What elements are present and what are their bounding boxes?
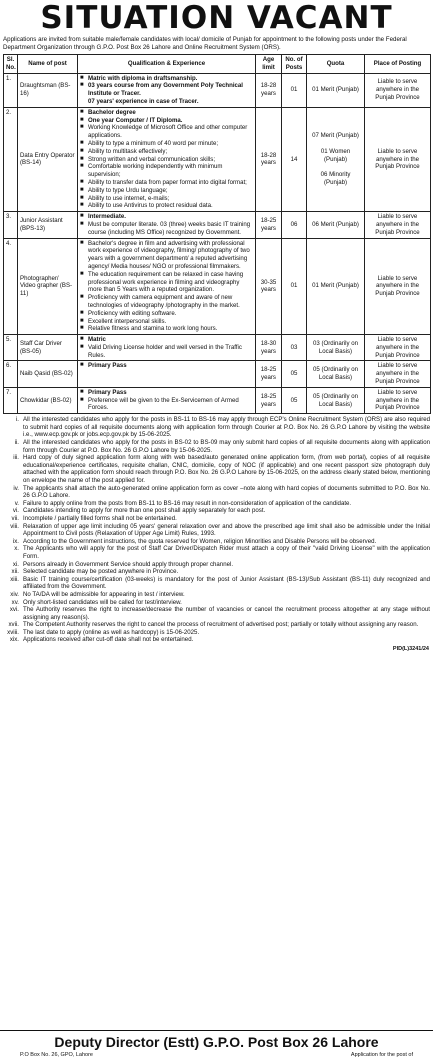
qualification-item: ■ Ability to transfer data from paper format into digital format; [80,179,253,187]
qualification-item: ■ Primary Pass [80,362,253,370]
col-header-post: Name of post [18,55,78,74]
serial-cell: 6. [4,361,18,387]
term-number: xiv. [10,590,19,598]
place-of-posting-cell: Liable to serve anywhere in the Punjab Province [365,361,431,387]
place-of-posting-cell: Liable to serve anywhere in the Punjab Province [365,107,431,211]
term-text: The Competent Authority reserves the right to cancel the process of recruitment of advertised post; partially or totally without assigning any reason. [23,621,419,629]
terms-list [3,416,430,644]
table-row [4,387,431,413]
qualification-list [80,240,253,334]
term-number: xi. [12,560,19,568]
col-header-place: Place of Posting [365,55,431,74]
col-header-qualification: Qualification & Experience [78,55,256,74]
qualification-item: ■ Preference will be given to the Ex-Servicemen of Armed Forces. [80,397,253,413]
term-number: iii. [13,454,19,462]
qualification-cell [78,107,256,211]
qualification-list [80,362,253,370]
col-header-posts: No. of Posts [282,55,307,74]
term-text: All the interested candidates who apply for the posts in BS-02 to BS-09 may only submit hard copies of all requisite documents along with application form through Courier at P.O. Box No. 26 G.P.O Lahore by 15-06-2025. [23,439,430,454]
term-text: The last date to apply (online as well as hardcopy) is 15-06-2025. [23,628,200,636]
qualification-item: ■ Bachelor degree [80,109,253,117]
qualification-item: ■ Strong written and verbal communication skills; [80,156,253,164]
qualification-item: 07 years' experience in case of Tracer. [88,97,199,105]
term-number: iv. [13,484,19,492]
term-number: viii. [10,522,19,530]
age-limit-cell: 18-25 years [256,387,282,413]
qualification-list [80,336,253,359]
qualification-item: ■ The education requirement can be relaxed in case having professional work experience in filming and videography more than 5 Years with a reputed organization. [80,271,253,294]
qualification-item: ■ Primary Pass [80,389,253,397]
table-row [4,73,431,107]
table-row [4,212,431,238]
term-item [3,515,430,523]
term-item [3,485,430,500]
posts-count-cell: 05 [282,387,307,413]
quota-cell: 01 Merit (Punjab) [307,73,365,107]
term-item [3,523,430,538]
term-number: xiii. [10,575,19,583]
post-name-cell: Data Entry Operator (BS-14) [18,107,78,211]
place-of-posting-cell: Liable to serve anywhere in the Punjab Province [365,335,431,361]
footer-envelope-label: Application for the post of [350,1052,413,1058]
term-text: The applicants shall attach the auto-generated online application form as cover –note along with hard copies of documents submitted to P.O. Box No. 26 G.P.O Lahore. [23,484,430,500]
qualification-item: ■ Must be computer literate. 03 (three) weeks basic IT training course (including MS Office) recognized by Government. [80,221,253,237]
place-of-posting-cell: Liable to serve anywhere in the Punjab Province [365,238,431,335]
term-item [3,416,430,439]
term-text: Relaxation of upper age limit including 05 years' general relaxation over and above the prescribed age limit shall also be admissible under the Initial Appointment to Civil posts (Relaxation of Upper Age Limit) Rules, 1993. [23,522,430,538]
term-text: Only short-listed candidates will be called for test/interview. [23,598,182,606]
place-of-posting-cell: Liable to serve anywhere in the Punjab Province [365,73,431,107]
term-item [3,454,430,484]
qualification-item: ■ Valid Driving License holder and well versed in the Traffic Rules. [80,344,253,360]
qualification-cell [78,387,256,413]
qualification-cell [78,73,256,107]
qualification-item: ■ 03 years course from any Government Poly Technical Institute or Tracer. [80,82,253,98]
place-of-posting-cell: Liable to serve anywhere in the Punjab Province [365,387,431,413]
qualification-cell [78,238,256,335]
term-item [3,500,430,508]
table-row [4,361,431,387]
qualification-item: ■ Ability to use Antivirus to protect residual data. [80,202,253,210]
term-number: v. [14,499,19,507]
term-text: Hard copy of duly signed application form along with web based/auto generated online application form, (from web portal), copies of all requisite educational/experience certificates, requisite challan, CNIC, domicile, copy of NOC (if applicable) and one recent passport size photograph duly attached with the application form should reach through P.O. Box No. 26 G.P.O Lahore by 15-06-2025, on the address clearly stated below, mentioning on envelope the name of the post applied for. [23,454,430,485]
place-of-posting-cell: Liable to serve anywhere in the Punjab Province [365,212,431,238]
term-item [3,507,430,515]
post-name-cell: Naib Qasid (BS-02) [18,361,78,387]
term-text: Basic IT training course/certification (03-weeks) is mandatory for the post of Junior Assistant (BS-13)/Sub Assistant (BS-11) duly recognized and affiliated from the Government. [23,575,430,591]
qualification-item: ■ Proficiency with editing software. [80,310,253,318]
term-item [3,591,430,599]
qualification-cell [78,361,256,387]
qualification-item: ■ Ability to multitask effectively; [80,148,253,156]
quota-cell: 07 Merit (Punjab) 01 Women (Punjab) 06 Minority (Punjab) [307,107,365,211]
term-text: Incomplete / partially filled forms shall not be entertained. [23,514,177,522]
age-limit-cell: 18-25 years [256,212,282,238]
quota-cell: 01 Merit (Punjab) [307,238,365,335]
ad-title: SITUATION VACANT [40,0,393,36]
serial-cell: 5. [4,335,18,361]
term-number: xvii. [8,621,19,629]
quota-cell: 06 Merit (Punjab) [307,212,365,238]
term-number: ix. [12,537,19,545]
footer-subline [0,1052,433,1058]
age-limit-cell: 18-28 years [256,107,282,211]
term-item [3,576,430,591]
vacancy-table [3,54,431,414]
quota-cell: 03 (Ordinarily on Local Basis) [307,335,365,361]
qualification-item: ■ Excellent interpersonal skills. [80,318,253,326]
qualification-cell [78,212,256,238]
qualification-item: ■ Ability to type a minimum of 40 word per minute; [80,140,253,148]
age-limit-cell: 18-28 years [256,73,282,107]
posts-count-cell: 06 [282,212,307,238]
intro-text: Applications are invited from suitable male/female candidates with local/ domicile of Punjab for appointment to the following posts under the Federal Department Organization through G.P.O. Post Box 26 Lahore and Online Recruitment System (ORS). [3,36,407,51]
term-text: Failure to apply online from the posts from BS-11 to BS-16 may result in non-consideration of application of the candidate. [23,499,352,507]
table-row [4,335,431,361]
table-header-row [4,55,431,74]
post-name-cell: Staff Car Driver (BS-05) [18,335,78,361]
term-item [3,568,430,576]
term-item [3,606,430,621]
qualification-item: ■ Matric with diploma in draftsmanship. [80,75,253,83]
term-number: x. [14,545,19,553]
col-header-age: Age limit [256,55,282,74]
age-limit-cell: 30-35 years [256,238,282,335]
quota-cell: 05 (Ordinarily on Local Basis) [307,361,365,387]
footer-address: P.O Box No. 26, GPO, Lahore [20,1052,93,1058]
qualification-item: ■ Ability to use internet, e-mails; [80,195,253,203]
term-number: vii. [11,514,19,522]
qualification-list [80,213,253,236]
serial-cell: 4. [4,238,18,335]
term-number: xvi. [9,606,19,614]
age-limit-cell: 18-30 years [256,335,282,361]
term-item [3,599,430,607]
term-text: No TA/DA will be admissible for appearing in test / interview. [23,590,185,598]
col-header-sl: Sl. No. [4,55,18,74]
qualification-item: ■ Relative fitness and stamina to work long hours. [80,325,253,333]
term-text: According to the Government instructions, the quota reserved for Women, religion Minorities and Disable Persons will be observed. [23,537,377,545]
serial-cell: 3. [4,212,18,238]
post-name-cell: Junior Assistant (BPS-13) [18,212,78,238]
term-number: vi. [12,507,19,515]
qualification-item: ■ Ability to type Urdu language; [80,187,253,195]
qualification-list [80,109,253,210]
qualification-list [80,75,253,106]
term-text: Applications received after cut-off date shall not be entertained. [23,636,194,644]
term-text: Selected candidate may be posted anywhere in Province. [23,568,179,576]
post-name-cell: Chowkidar (BS-02) [18,387,78,413]
qualification-item: ■ Bachelor's degree in film and advertising with professional work experience of videography, filming/ photography of two years with a government department/ a reputed advertising agency/ Media houses/ NGO or professional filmmakers. [80,240,253,271]
term-number: xviii. [7,628,19,636]
reference-code: PID(L)3241/24 [392,646,429,653]
post-name-cell: Draughtsman (BS-16) [18,73,78,107]
posts-count-cell: 03 [282,335,307,361]
qualification-item: ■ Proficiency with camera equipment and aware of new technologies of videography /photography in the market. [80,294,253,310]
term-item [3,439,430,454]
footer [0,1030,433,1057]
term-number: i. [15,416,19,424]
qualification-list [80,389,253,412]
serial-cell: 2. [4,107,18,211]
posts-count-cell: 01 [282,238,307,335]
age-limit-cell: 18-25 years [256,361,282,387]
term-text: The Authority reserves the right to increase/decrease the number of vacancies or cancel the recruitment process altogether at any stage without assigning any reason(s). [23,606,430,621]
qualification-item: ■ Working Knowledge of Microsoft Office and other computer applications. [80,124,253,140]
posts-count-cell: 01 [282,73,307,107]
term-item [3,636,430,644]
term-text: The Applicants who will apply for the post of Staff Car Driver/Dispatch Rider must attach a copy of their "valid Driving License" with the application Form. [23,545,430,560]
term-number: xix. [9,636,19,644]
table-row [4,107,431,211]
qualification-item: ■ Comfortable working independently with minimum supervision; [80,163,253,179]
term-item [3,629,430,637]
term-text: Candidates intending to apply for more than one post shall apply separately for each post. [23,507,266,515]
footer-title: Deputy Director (Estt) G.P.O. Post Box 26 Lahore [54,1034,379,1050]
term-item [3,561,430,569]
term-number: xv. [11,598,19,606]
col-header-quota: Quota [307,55,365,74]
qualification-item: ■ Matric [80,336,253,344]
quota-cell: 05 (Ordinarily on Local Basis) [307,387,365,413]
term-text: Persons already in Government Service should apply through proper channel. [23,560,234,568]
term-text: All the interested candidates who apply for the posts in BS-11 to BS-16 may apply through ECP's Online Recruitment System (ORS) are also required to submit hard copies of all requisite documents along with application form through Courier at P.O. Box No. 26 G.P.O Lahore by visiting the website i.e., www.ecp.gov.pk or jobs.ecp.gov.pk by 15-06-2025. [23,416,430,439]
term-item [3,538,430,546]
term-number: xii. [11,568,19,576]
term-number: ii. [14,439,19,447]
qualification-item: ■ One year Computer / IT Diploma. [80,117,253,125]
serial-cell: 7. [4,387,18,413]
posts-count-cell: 14 [282,107,307,211]
term-item [3,545,430,560]
table-row [4,238,431,335]
post-name-cell: Photographer/ Video grapher (BS-11) [18,238,78,335]
qualification-item: ■ Intermediate. [80,213,253,221]
qualification-cell [78,335,256,361]
posts-count-cell: 05 [282,361,307,387]
serial-cell: 1. [4,73,18,107]
term-item [3,621,430,629]
